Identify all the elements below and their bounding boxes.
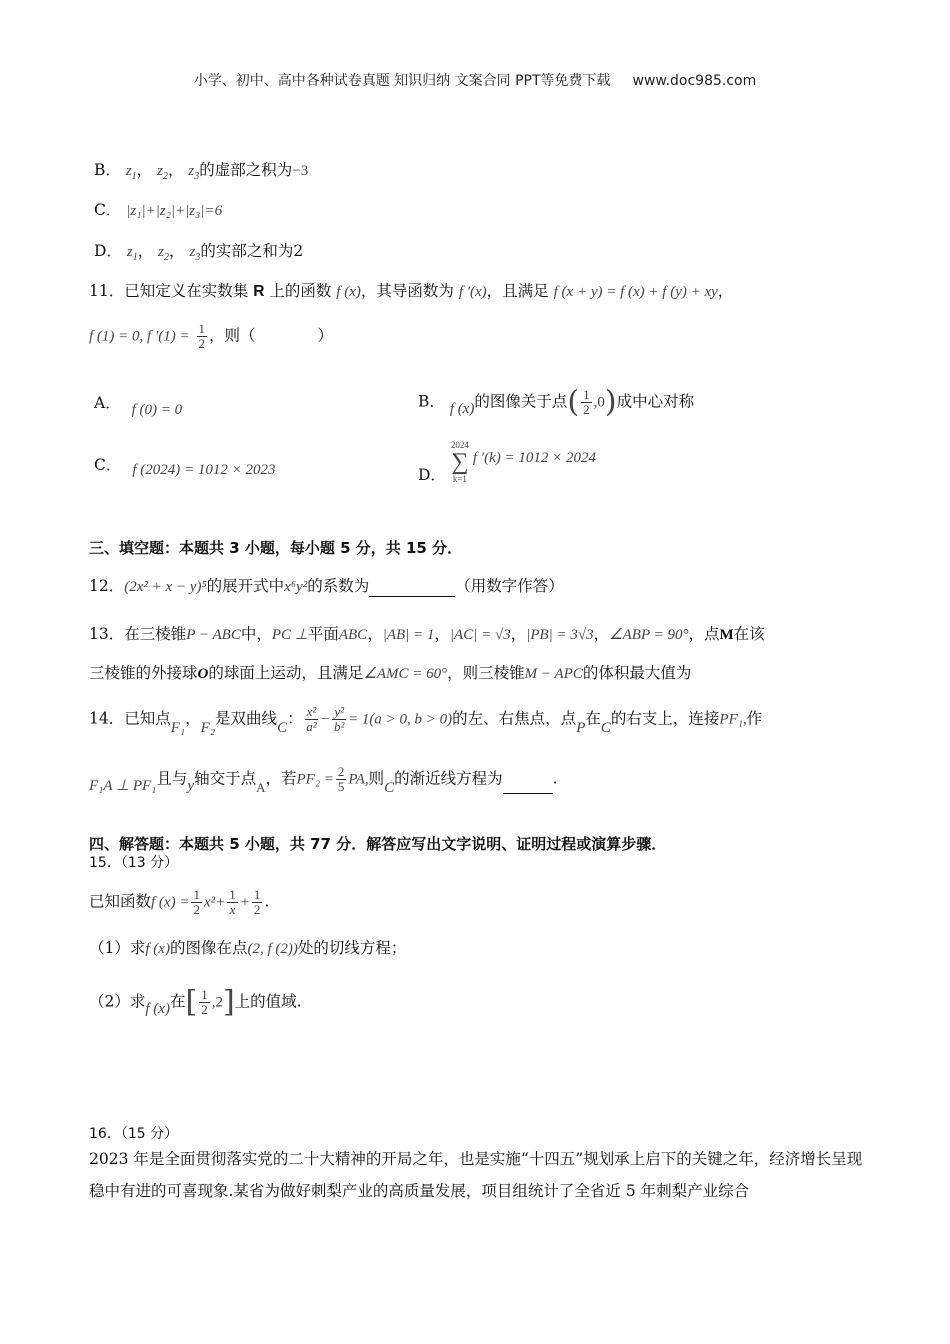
question-number: 14． [89,709,125,728]
fraction-2-5: $\frac{2}{5}$ [337,764,345,794]
stem-text: 处的切线方程； [297,939,407,957]
stem-text: 上的值域. [234,992,302,1011]
fraction-1-x: $\frac{1}{x}$ [229,887,236,917]
stem-text: 中， [240,625,272,643]
stem-text: 的球面上运动，且满足 [208,664,364,682]
q10-option-d [94,241,303,268]
stem-text: . [264,892,270,911]
q13-line1: 13．在三棱锥P − ABC中，PC ⊥平面ABC，|AB| = 1，|AC| = √3，|PB| = 3√3，∠ABP = 90°，点M在该 [89,625,765,643]
stem-text: 平面 [307,625,339,643]
stem-text: 在该 [733,625,765,643]
fraction-half: $\frac{1}{2}$ [201,987,208,1017]
stem-text: ，点 [688,625,720,643]
answer-blank[interactable] [369,596,455,597]
stem-text: 已知函数 [89,892,152,911]
math-pf1: PF₁, [719,711,747,728]
z1: $z_1$ [125,163,137,182]
math-fx: f (x) = [151,894,190,911]
stem-text: 三棱锥的外接球 [89,664,198,682]
stem-text: 的展开式中 [206,577,285,595]
math-p: P [576,719,586,736]
math-expr: (2x² + x − y)⁵ [124,579,207,595]
q10-option-b [94,160,308,187]
option-expr: f (0) = 0 [131,402,183,418]
math-y: y [187,777,195,794]
z3: $z_3$ [189,244,201,263]
stem-text: （用数字作答） [455,577,564,595]
stem-text: 轴交于点 [194,769,257,788]
q14-line1: 14．已知点F₁，F₂是双曲线C： $\frac{\text{x²}}{\text{a²}}$ − $\frac{\text{y²}}{\text{b²}}$ = 1(a > 0, b > 0)的左、右焦点，点P在C的右支上，连接PF₁,作 [89,704,763,736]
fraction: $\frac{1}{2}$ [253,887,261,917]
math-a: A [256,779,266,795]
stem-text: 的系数为 [307,577,370,595]
math-condition: f (1) = 0, f ′(1) = [89,328,190,345]
math-ac: |AC| = √3 [449,627,511,643]
stem-text: （1）求 [89,939,146,957]
q15-part1 [89,938,406,959]
section-3-title: 三、填空题：本题共 3 小题，每小题 5 分，共 15 分． [89,539,463,557]
stem-text: 上的函数 [269,282,332,300]
q15-given [89,888,269,917]
z3: $z_3$ [188,163,200,182]
plus: + [239,894,250,911]
math-fx: f (x) [449,400,475,417]
option-expr: |z₁|+|z₂|+|z₃|=6 [126,203,223,219]
sep: ， [167,161,184,179]
stem-text: 是双曲线 [215,709,278,728]
q11-option-d [418,440,596,484]
sep: ， [136,161,153,179]
fraction-y2-b2: $\frac{\text{y²}}{\text{b²}}$ [334,704,345,734]
option-text: 成中心对称 [616,392,695,411]
q16-body: 2023 年是全面贯彻落实党的二十大精神的开局之年，也是实施“十四五”规划承上启下的关键之年，经济增长呈现稳中有进的可喜现象.某省为做好刺梨产业的高质量发展，项目组统计了全省近 5 年刺梨产业综合 [89,1150,863,1200]
math-c: C [384,779,395,796]
math-mapc: M − APC [524,666,583,682]
math-pa: PA, [348,771,369,788]
q16-header: 16．（15 分） [89,1126,179,1142]
stem-text: 已知点 [124,709,171,728]
bracket-close: ] [222,984,235,1020]
sep: ， [717,282,734,300]
answer-blank[interactable] [503,793,553,794]
option-text: 的实部之和为 [200,242,294,260]
q11-stem-line2 [89,322,333,351]
stem-text: ，且满足 [486,282,549,300]
stem-text: 则 [368,769,385,788]
option-label: A． [94,394,121,412]
stem-text: 的渐近线方程为 [394,769,503,788]
sep: ： [287,709,303,728]
math-ab: |AB| = 1 [382,627,435,643]
stem-text: （2）求 [89,992,146,1011]
question-number: 13． [89,625,125,643]
q11-option-b [418,384,695,420]
section-4-title: 四、解答题：本题共 5 小题，共 77 分．解答应写出文字说明、证明过程或演算步骤． [89,835,667,853]
math-f1: F₁ [170,719,186,736]
math-abc: ABC [338,627,368,643]
bracket-open: [ [185,984,198,1020]
math-c: C [277,719,288,736]
z1: $z_1$ [126,244,138,263]
option-label: B． [94,161,121,179]
q13-line2 [89,663,691,684]
stem-text: 的左、右焦点，点 [452,709,577,728]
math-amc: ∠AMC = 60° [363,666,448,682]
q14-line2 [89,765,558,794]
q12 [89,576,564,597]
option-label: B． [418,392,445,411]
minus: − [320,711,331,728]
stem-text: 在 [169,992,186,1011]
q11-stem-line1 [89,281,733,302]
option-text: 的图像关于点 [474,392,568,411]
stem-text: ，其导函数为 [360,282,454,300]
math-perp: PC ⊥ [271,627,308,643]
math-pf2: PF₂ = [296,771,334,788]
q15-part2 [89,984,302,1020]
stem-text: 在 [585,709,601,728]
question-number: 11． [89,282,125,300]
sep: ， [169,242,185,260]
q10-option-c [94,200,222,221]
math-point: (2, f (2)) [247,941,298,957]
stem-text: ，则三棱锥 [447,664,525,682]
question-number: 12． [89,577,125,595]
fraction-half: $\frac{1}{2}$ [583,387,590,417]
option-value: −3 [292,163,309,179]
stem-text: 的图像在点 [169,939,248,957]
stem-text: 已知定义在实数集 [124,282,249,300]
point-o: O [197,666,209,682]
stem-text: 在三棱锥 [124,625,187,643]
option-expr: f (2024) = 1012 × 2023 [132,462,276,478]
stem-tail: ，则（ ） [209,326,334,345]
plus: + [215,894,226,911]
math-fpx: f ′(x) [458,284,487,300]
page-header [0,70,950,90]
math-perp: F₁A ⊥ PF₁ [89,777,157,794]
math-f2: F₂ [200,719,216,736]
option-text: 的虚部之积为 [199,161,293,179]
option-label: D． [418,466,446,484]
interval-tail: ,2 [211,994,223,1011]
math-fx: f (x) [145,941,170,957]
paren-close: ) [604,384,617,420]
paren-open: ( [567,384,580,420]
point-tail: ,0 [593,394,605,411]
math-c: C [600,719,611,736]
point-m: M [719,627,734,643]
header-text: 小学、初中、高中各种试卷真题 知识归纳 文案合同 PPT等免费下载 [193,73,611,89]
math-x2: x² [203,894,216,911]
z2: $z_2$ [158,244,170,263]
stem-text: 作 [746,709,763,728]
math-term: x⁶y² [284,579,308,595]
math-fx: f (x) [336,284,361,300]
fraction: $\frac{1}{2}$ [193,887,200,917]
math-functional-eq: f (x + y) = f (x) + f (y) + xy [553,284,718,300]
option-label: C． [94,456,122,474]
option-value: 2 [293,242,304,260]
header-site: www.doc985.com [632,73,757,89]
stem-text: ，若 [265,769,297,788]
math-eq: = 1(a > 0, b > 0) [348,711,453,728]
z2: $z_2$ [157,163,168,182]
sep: ， [137,242,154,260]
stem-text: 的右支上，连接 [610,709,720,728]
stem-text: 的体积最大值为 [582,664,692,682]
math-fx: f (x) [145,1000,170,1017]
q11-option-c [94,455,275,476]
option-label: C． [94,201,122,219]
stem-text: . [552,769,558,788]
math-pb: |PB| = 3√3 [526,627,594,643]
option-label: D． [94,242,122,260]
fraction-half: $\frac{1}{2}$ [198,321,206,351]
summation: 2024 ∑ k=1 [450,440,469,484]
q15-header: 15．（13 分） [89,855,179,871]
stem-text: 且与 [156,769,188,788]
math-angle: ∠ABP = 90° [609,627,689,643]
math-pabc: P − ABC [186,627,241,643]
q11-option-a [94,393,183,418]
fraction-x2-a2: $\frac{\text{x²}}{\text{a²}}$ [306,704,317,734]
set-r: R [253,283,265,300]
option-expr: f ′(k) = 1012 × 2024 [472,450,596,466]
